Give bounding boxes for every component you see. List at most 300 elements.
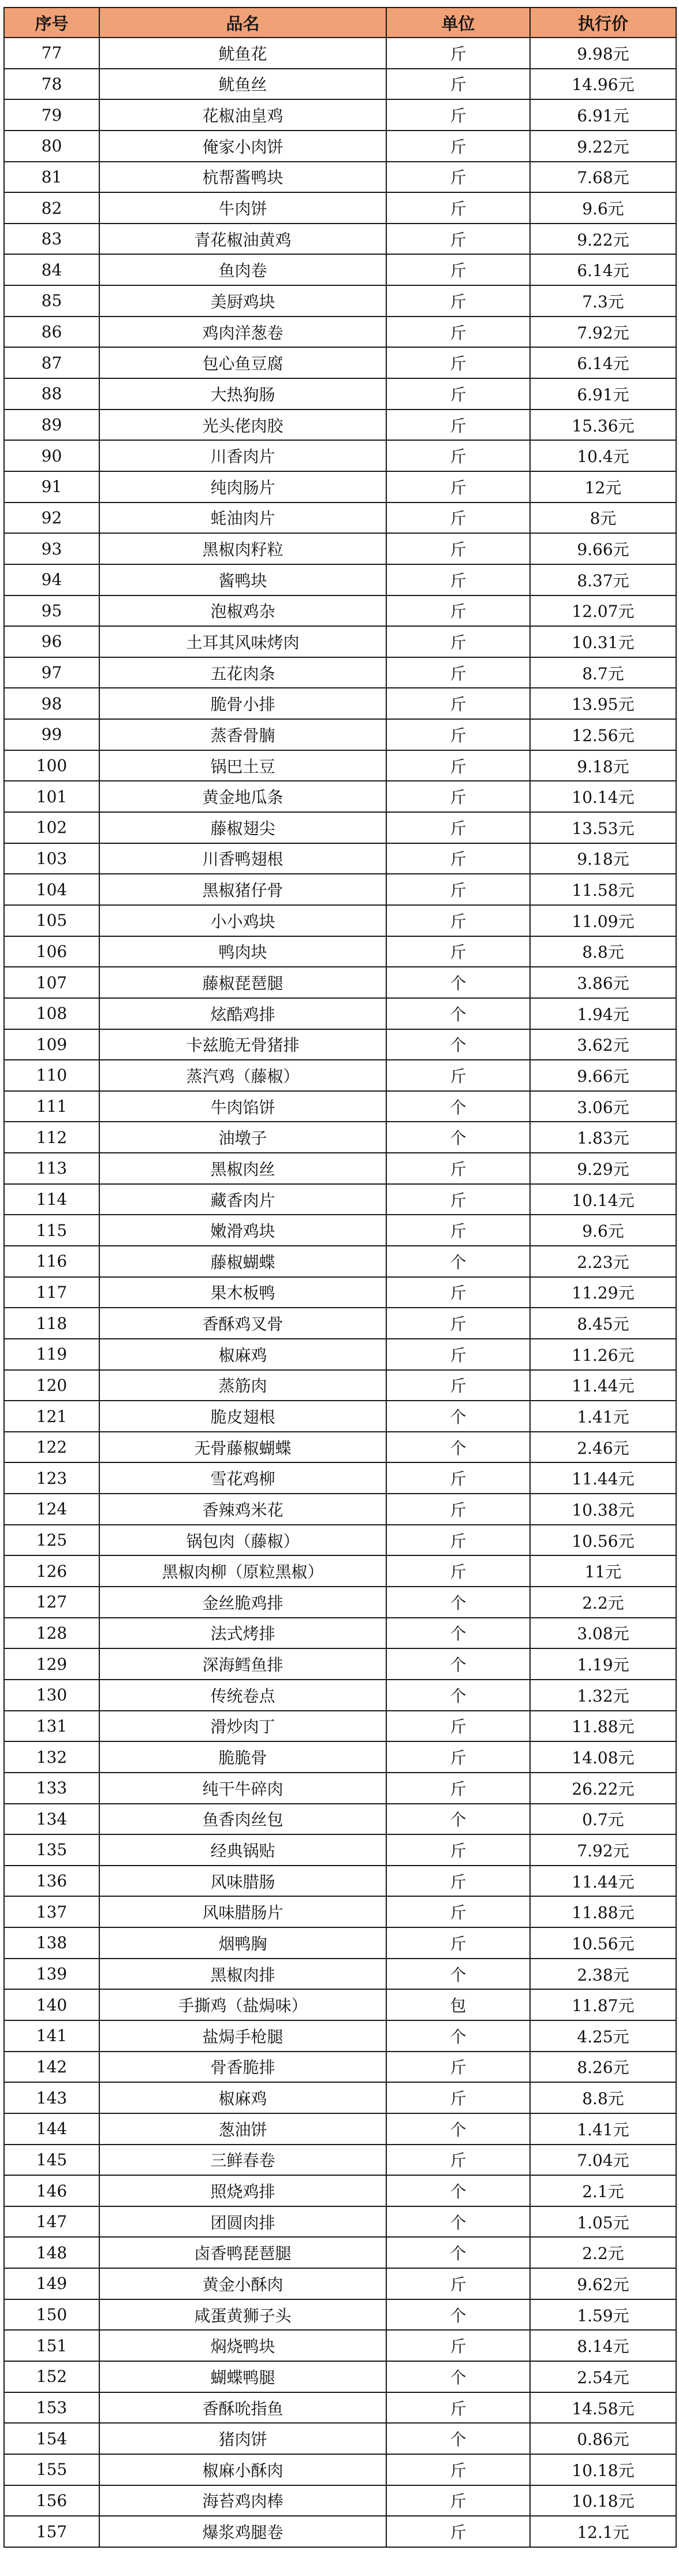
table-row: [4, 2454, 676, 2485]
row-index: 156: [4, 2485, 99, 2517]
product-name: 黄金小酥肉: [99, 2268, 386, 2299]
product-name: 果木板鸭: [99, 1277, 386, 1308]
product-name: 蒸香骨腩: [99, 719, 386, 750]
table-row: [4, 998, 676, 1029]
unit: 个: [386, 2361, 530, 2392]
row-index: 129: [4, 1648, 99, 1680]
price: 14.08元: [530, 1741, 676, 1773]
price: 1.94元: [530, 998, 676, 1029]
product-name: 泡椒鸡杂: [99, 595, 386, 627]
row-index: 81: [4, 162, 99, 193]
table-row: [4, 1648, 676, 1680]
table-row: [4, 936, 676, 967]
price: 1.59元: [530, 2299, 676, 2331]
unit: 个: [386, 1246, 530, 1277]
table-row: [4, 410, 676, 441]
row-index: 112: [4, 1122, 99, 1153]
price: 11.09元: [530, 905, 676, 936]
product-name: 俺家小肉饼: [99, 131, 386, 162]
unit: 斤: [386, 1866, 530, 1897]
table-row: [4, 1927, 676, 1959]
product-name: 藤椒琵琶腿: [99, 967, 386, 998]
price: 9.6元: [530, 1215, 676, 1246]
price: 0.86元: [530, 2423, 676, 2454]
row-index: 107: [4, 967, 99, 998]
row-index: 122: [4, 1432, 99, 1463]
price: 11.44元: [530, 1462, 676, 1494]
unit: 斤: [386, 2454, 530, 2485]
row-index: 92: [4, 502, 99, 534]
product-name: 葱油饼: [99, 2113, 386, 2145]
product-name: 青花椒油黄鸡: [99, 224, 386, 255]
product-name: 包心鱼豆腐: [99, 347, 386, 378]
price: 8.8元: [530, 2082, 676, 2113]
price: 3.62元: [530, 1029, 676, 1060]
product-name: 牛肉饼: [99, 192, 386, 224]
product-name: 蝴蝶鸭腿: [99, 2361, 386, 2392]
product-name: 鱿鱼丝: [99, 69, 386, 100]
row-index: 157: [4, 2516, 99, 2547]
row-index: 115: [4, 1215, 99, 1246]
table-row: [4, 874, 676, 905]
unit: 斤: [386, 99, 530, 131]
row-index: 154: [4, 2423, 99, 2454]
row-index: 135: [4, 1834, 99, 1866]
row-index: 86: [4, 317, 99, 348]
row-index: 148: [4, 2237, 99, 2268]
product-name: 杭帮酱鸭块: [99, 162, 386, 193]
price: 8.45元: [530, 1308, 676, 1339]
table-row: [4, 1277, 676, 1308]
table-row: [4, 224, 676, 255]
row-index: 78: [4, 69, 99, 100]
unit: 斤: [386, 502, 530, 534]
product-name: 黄金地瓜条: [99, 781, 386, 812]
unit: 斤: [386, 719, 530, 750]
price: 12元: [530, 471, 676, 502]
price: 9.29元: [530, 1153, 676, 1184]
product-name: 藏香肉片: [99, 1184, 386, 1215]
row-index: 121: [4, 1401, 99, 1432]
table-header: [4, 8, 676, 38]
table-row: [4, 2175, 676, 2206]
product-name: 猪肉饼: [99, 2423, 386, 2454]
unit: 斤: [386, 564, 530, 595]
row-index: 136: [4, 1866, 99, 1897]
price: 15.36元: [530, 410, 676, 441]
table-row: [4, 1959, 676, 1990]
row-index: 141: [4, 2020, 99, 2052]
unit: 斤: [386, 347, 530, 378]
row-index: 123: [4, 1462, 99, 1494]
price: 10.14元: [530, 781, 676, 812]
row-index: 104: [4, 874, 99, 905]
price: 14.58元: [530, 2392, 676, 2424]
table-row: [4, 657, 676, 688]
product-name: 雪花鸡柳: [99, 1462, 386, 1494]
row-index: 125: [4, 1525, 99, 1556]
product-name: 鱼肉卷: [99, 254, 386, 285]
product-name: 鱼香肉丝包: [99, 1804, 386, 1835]
unit: 斤: [386, 192, 530, 224]
product-name: 无骨藤椒蝴蝶: [99, 1432, 386, 1463]
price: 9.66元: [530, 533, 676, 564]
row-index: 133: [4, 1773, 99, 1804]
price: 1.32元: [530, 1680, 676, 1711]
unit: 斤: [386, 38, 530, 69]
product-name: 川香肉片: [99, 440, 386, 471]
row-index: 98: [4, 688, 99, 719]
row-index: 151: [4, 2330, 99, 2361]
unit: 个: [386, 998, 530, 1029]
price: 9.98元: [530, 38, 676, 69]
product-name: 烟鸭胸: [99, 1927, 386, 1959]
price: 8.14元: [530, 2330, 676, 2361]
row-index: 101: [4, 781, 99, 812]
price: 11.29元: [530, 1277, 676, 1308]
table-row: [4, 2113, 676, 2145]
price: 6.14元: [530, 254, 676, 285]
price: 3.08元: [530, 1618, 676, 1649]
product-name: 锅包肉（藤椒）: [99, 1525, 386, 1556]
table-row: [4, 1804, 676, 1835]
unit: 斤: [386, 2330, 530, 2361]
unit: 个: [386, 2237, 530, 2268]
product-name: 焖烧鸭块: [99, 2330, 386, 2361]
product-name: 川香鸭翅根: [99, 843, 386, 874]
price: 13.53元: [530, 812, 676, 843]
product-name: 椒麻鸡: [99, 2082, 386, 2113]
product-name: 黑椒肉柳（原粒黑椒）: [99, 1555, 386, 1587]
table-row: [4, 1587, 676, 1618]
product-name: 椒麻小酥肉: [99, 2454, 386, 2485]
product-name: 卤香鸭琵琶腿: [99, 2237, 386, 2268]
table-row: [4, 502, 676, 534]
table-row: [4, 2361, 676, 2392]
table-row: [4, 719, 676, 750]
row-index: 152: [4, 2361, 99, 2392]
row-index: 113: [4, 1153, 99, 1184]
table-row: [4, 192, 676, 224]
header-unit: 单位: [386, 8, 530, 38]
table-row: [4, 1401, 676, 1432]
unit: 个: [386, 1587, 530, 1618]
table-row: [4, 688, 676, 719]
product-name: 椒麻鸡: [99, 1339, 386, 1370]
table-row: [4, 2237, 676, 2268]
table-row: [4, 905, 676, 936]
table-row: [4, 162, 676, 193]
price: 2.2元: [530, 2237, 676, 2268]
price: 6.14元: [530, 347, 676, 378]
price: 10.18元: [530, 2454, 676, 2485]
table-row: [4, 967, 676, 998]
price: 10.31元: [530, 626, 676, 657]
row-index: 91: [4, 471, 99, 502]
price: 7.92元: [530, 1834, 676, 1866]
price: 7.04元: [530, 2145, 676, 2176]
price: 10.56元: [530, 1525, 676, 1556]
unit: 斤: [386, 2392, 530, 2424]
unit: 斤: [386, 224, 530, 255]
table-row: [4, 2052, 676, 2083]
unit: 个: [386, 1618, 530, 1649]
product-name: 纯干牛碎肉: [99, 1773, 386, 1804]
unit: 斤: [386, 812, 530, 843]
unit: 个: [386, 1091, 530, 1122]
table-row: [4, 2330, 676, 2361]
price: 2.1元: [530, 2175, 676, 2206]
product-name: 蚝油肉片: [99, 502, 386, 534]
product-name: 团圆肉排: [99, 2206, 386, 2238]
table-row: [4, 1834, 676, 1866]
unit: 斤: [386, 2268, 530, 2299]
unit: 个: [386, 1122, 530, 1153]
unit: 斤: [386, 1277, 530, 1308]
unit: 斤: [386, 874, 530, 905]
row-index: 143: [4, 2082, 99, 2113]
row-index: 77: [4, 38, 99, 69]
product-name: 鸭肉块: [99, 936, 386, 967]
row-index: 106: [4, 936, 99, 967]
price: 10.56元: [530, 1927, 676, 1959]
table-row: [4, 1122, 676, 1153]
price: 9.6元: [530, 192, 676, 224]
table-row: [4, 1494, 676, 1525]
unit: 个: [386, 2020, 530, 2052]
unit: 斤: [386, 1494, 530, 1525]
table-row: [4, 1091, 676, 1122]
table-row: [4, 595, 676, 627]
product-name: 脆皮翅根: [99, 1401, 386, 1432]
row-index: 88: [4, 378, 99, 410]
row-index: 131: [4, 1711, 99, 1742]
row-index: 128: [4, 1618, 99, 1649]
row-index: 138: [4, 1927, 99, 1959]
product-name: 光头佬肉胶: [99, 410, 386, 441]
product-name: 蒸筋肉: [99, 1370, 386, 1401]
unit: 斤: [386, 2145, 530, 2176]
price: 12.07元: [530, 595, 676, 627]
unit: 斤: [386, 1153, 530, 1184]
price: 9.66元: [530, 1060, 676, 1091]
product-name: 牛肉馅饼: [99, 1091, 386, 1122]
product-name: 深海鳕鱼排: [99, 1648, 386, 1680]
price: 12.56元: [530, 719, 676, 750]
header-product-name: 品名: [99, 8, 386, 38]
unit: 斤: [386, 1927, 530, 1959]
product-name: 鸡肉洋葱卷: [99, 317, 386, 348]
unit: 斤: [386, 1555, 530, 1587]
unit: 个: [386, 2206, 530, 2238]
price: 2.38元: [530, 1959, 676, 1990]
row-index: 126: [4, 1555, 99, 1587]
table-row: [4, 1462, 676, 1494]
table-row: [4, 254, 676, 285]
price: 11元: [530, 1555, 676, 1587]
price-table: [3, 7, 677, 2548]
table-row: [4, 1215, 676, 1246]
price: 9.62元: [530, 2268, 676, 2299]
table-row: [4, 2145, 676, 2176]
product-name: 小小鸡块: [99, 905, 386, 936]
table-row: [4, 1339, 676, 1370]
product-name: 脆骨小排: [99, 688, 386, 719]
price: 10.4元: [530, 440, 676, 471]
product-name: 香酥鸡叉骨: [99, 1308, 386, 1339]
price: 10.14元: [530, 1184, 676, 1215]
product-name: 五花肉条: [99, 657, 386, 688]
product-name: 骨香脆排: [99, 2052, 386, 2083]
row-index: 95: [4, 595, 99, 627]
price: 12.1元: [530, 2516, 676, 2547]
row-index: 89: [4, 410, 99, 441]
row-index: 142: [4, 2052, 99, 2083]
unit: 斤: [386, 657, 530, 688]
product-name: 油墩子: [99, 1122, 386, 1153]
price: 0.7元: [530, 1804, 676, 1835]
price: 1.83元: [530, 1122, 676, 1153]
table-row: [4, 781, 676, 812]
table-row: [4, 2516, 676, 2547]
unit: 个: [386, 1680, 530, 1711]
row-index: 119: [4, 1339, 99, 1370]
unit: 个: [386, 1804, 530, 1835]
unit: 斤: [386, 750, 530, 781]
unit: 斤: [386, 69, 530, 100]
table-row: [4, 69, 676, 100]
table-row: [4, 812, 676, 843]
table-row: [4, 2206, 676, 2238]
row-index: 127: [4, 1587, 99, 1618]
unit: 包: [386, 1989, 530, 2020]
row-index: 84: [4, 254, 99, 285]
unit: 斤: [386, 1834, 530, 1866]
unit: 斤: [386, 1060, 530, 1091]
product-name: 香辣鸡米花: [99, 1494, 386, 1525]
price: 2.54元: [530, 2361, 676, 2392]
table-row: [4, 1555, 676, 1587]
unit: 斤: [386, 688, 530, 719]
row-index: 140: [4, 1989, 99, 2020]
unit: 个: [386, 2113, 530, 2145]
table-row: [4, 1989, 676, 2020]
price: 8.37元: [530, 564, 676, 595]
unit: 斤: [386, 285, 530, 317]
table-row: [4, 626, 676, 657]
row-index: 105: [4, 905, 99, 936]
row-index: 111: [4, 1091, 99, 1122]
table-row: [4, 38, 676, 69]
row-index: 110: [4, 1060, 99, 1091]
row-index: 147: [4, 2206, 99, 2238]
table-row: [4, 1153, 676, 1184]
price: 11.88元: [530, 1896, 676, 1927]
row-index: 87: [4, 347, 99, 378]
unit: 斤: [386, 410, 530, 441]
price: 6.91元: [530, 99, 676, 131]
price: 11.44元: [530, 1866, 676, 1897]
price: 10.18元: [530, 2485, 676, 2517]
row-index: 97: [4, 657, 99, 688]
header-index: 序号: [4, 8, 99, 38]
price: 8.26元: [530, 2052, 676, 2083]
price: 8.7元: [530, 657, 676, 688]
price: 1.05元: [530, 2206, 676, 2238]
price: 8.8元: [530, 936, 676, 967]
price: 2.23元: [530, 1246, 676, 1277]
price: 3.06元: [530, 1091, 676, 1122]
product-name: 锅巴土豆: [99, 750, 386, 781]
price: 6.91元: [530, 378, 676, 410]
price: 10.38元: [530, 1494, 676, 1525]
unit: 个: [386, 2175, 530, 2206]
table-row: [4, 1680, 676, 1711]
product-name: 香酥吮指鱼: [99, 2392, 386, 2424]
row-index: 144: [4, 2113, 99, 2145]
row-index: 100: [4, 750, 99, 781]
row-index: 120: [4, 1370, 99, 1401]
unit: 斤: [386, 131, 530, 162]
product-name: 黑椒猪仔骨: [99, 874, 386, 905]
unit: 斤: [386, 1773, 530, 1804]
table-row: [4, 1370, 676, 1401]
row-index: 103: [4, 843, 99, 874]
product-name: 手撕鸡（盐焗味）: [99, 1989, 386, 2020]
table-row: [4, 2299, 676, 2331]
unit: 斤: [386, 317, 530, 348]
product-name: 土耳其风味烤肉: [99, 626, 386, 657]
table-row: [4, 2392, 676, 2424]
table-row: [4, 533, 676, 564]
unit: 斤: [386, 254, 530, 285]
table-row: [4, 1432, 676, 1463]
table-row: [4, 99, 676, 131]
price: 8元: [530, 502, 676, 534]
product-name: 酱鸭块: [99, 564, 386, 595]
row-index: 139: [4, 1959, 99, 1990]
unit: 斤: [386, 162, 530, 193]
product-name: 纯肉肠片: [99, 471, 386, 502]
row-index: 153: [4, 2392, 99, 2424]
product-name: 鱿鱼花: [99, 38, 386, 69]
price: 9.22元: [530, 224, 676, 255]
table-row: [4, 131, 676, 162]
unit: 斤: [386, 1462, 530, 1494]
table-row: [4, 317, 676, 348]
product-name: 经典锅贴: [99, 1834, 386, 1866]
product-name: 黑椒肉排: [99, 1959, 386, 1990]
unit: 个: [386, 1648, 530, 1680]
product-name: 风味腊肠: [99, 1866, 386, 1897]
unit: 斤: [386, 1711, 530, 1742]
product-name: 滑炒肉丁: [99, 1711, 386, 1742]
unit: 个: [386, 1029, 530, 1060]
table-row: [4, 1184, 676, 1215]
table-row: [4, 2020, 676, 2052]
price: 9.18元: [530, 750, 676, 781]
product-name: 卡兹脆无骨猪排: [99, 1029, 386, 1060]
product-name: 爆浆鸡腿卷: [99, 2516, 386, 2547]
price: 2.46元: [530, 1432, 676, 1463]
product-name: 脆脆骨: [99, 1741, 386, 1773]
table-row: [4, 378, 676, 410]
product-name: 风味腊肠片: [99, 1896, 386, 1927]
unit: 斤: [386, 1184, 530, 1215]
table-row: [4, 1773, 676, 1804]
price: 7.92元: [530, 317, 676, 348]
product-name: 藤椒翅尖: [99, 812, 386, 843]
